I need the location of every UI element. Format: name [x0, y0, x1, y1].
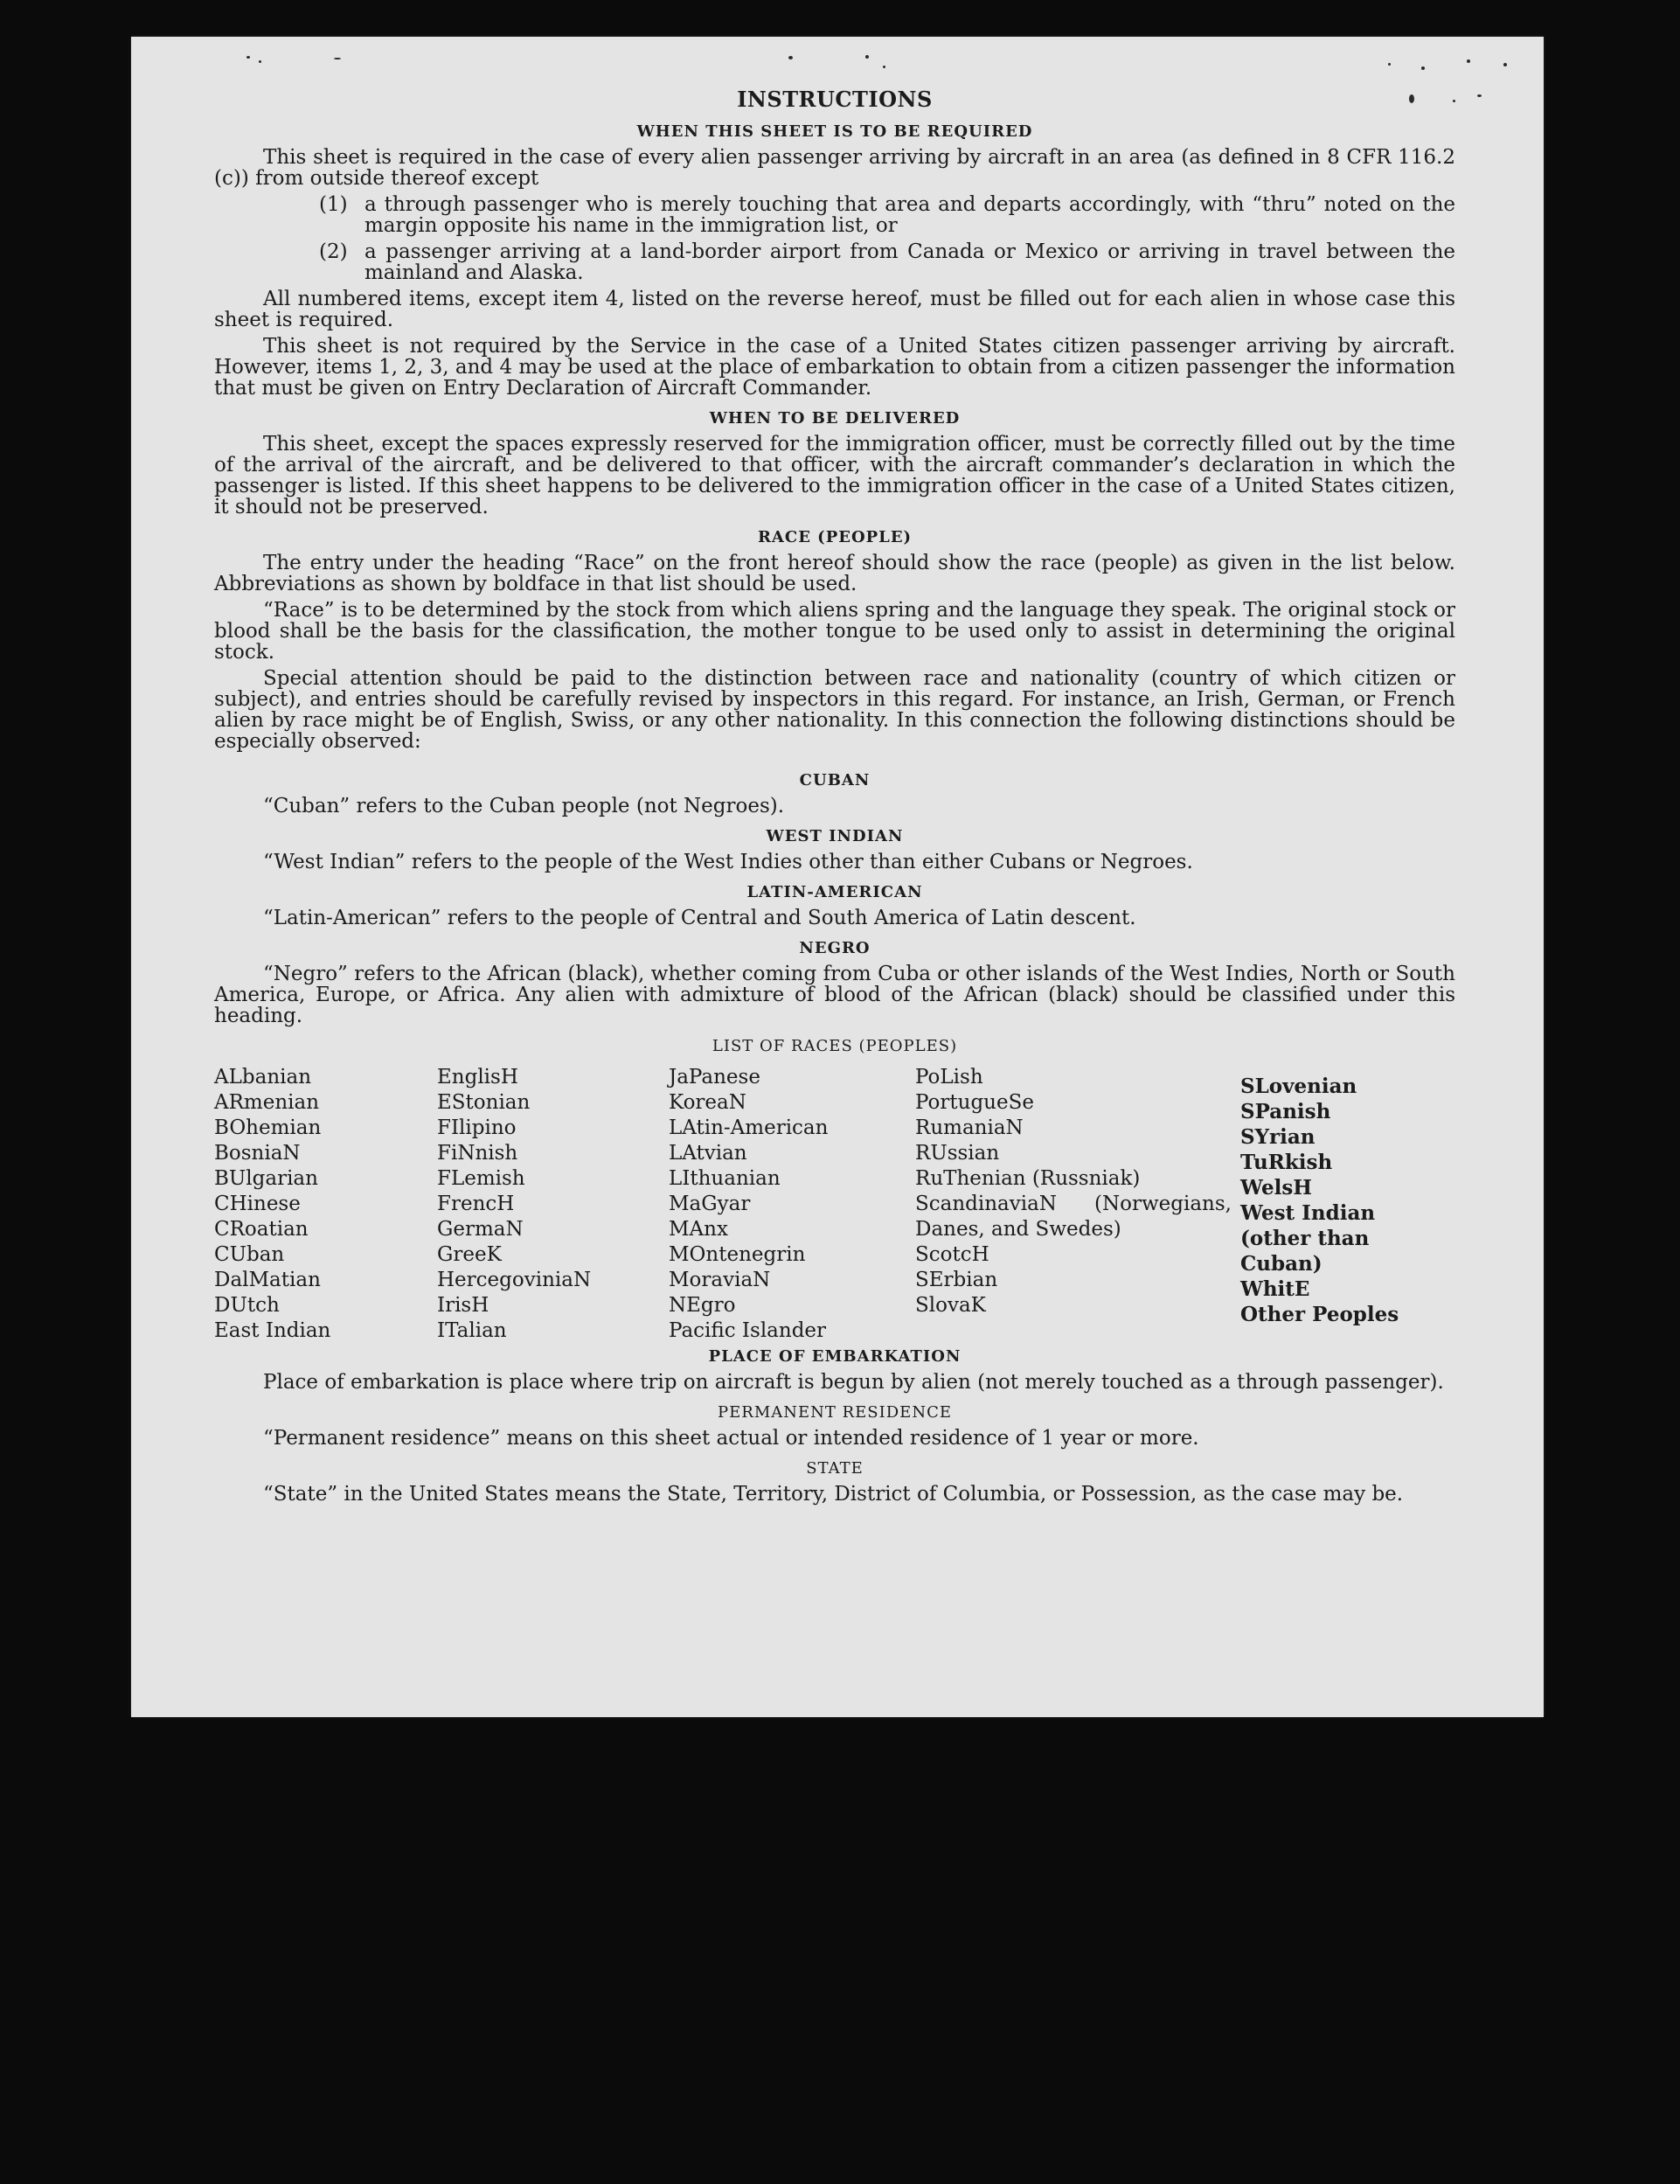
race-entry: TuRkish — [1240, 1151, 1333, 1174]
race-entry: CRoatian — [214, 1218, 309, 1241]
race-paragraph-1: The entry under the heading “Race” on the front hereof should show the race (people) as given in the list below. Abbreviations as shown by boldface in that list should be used. — [214, 552, 1455, 595]
heading-state: STATE — [806, 1459, 864, 1478]
race-entry: DalMatian — [214, 1269, 321, 1291]
races-column-1 — [214, 1065, 437, 1344]
exception-item-number: (2) — [319, 240, 348, 263]
race-entry: FIlipino — [437, 1116, 517, 1139]
heading-when-delivered: WHEN TO BE DELIVERED — [709, 409, 961, 428]
race-entry: FiNnish — [437, 1142, 518, 1165]
race-entry: Pacific Islander — [669, 1319, 827, 1342]
race-entry: SErbian — [915, 1269, 998, 1291]
race-entry: JaPanese — [669, 1066, 760, 1089]
instructions-content — [214, 87, 1455, 1510]
heading-race: RACE (PEOPLE) — [757, 528, 913, 546]
race-entry: ITalian — [437, 1319, 507, 1342]
race-entry: PoLish — [915, 1066, 983, 1089]
latin-american-text: “Latin-American” refers to the people of Central and South America of Latin descent. — [263, 907, 1136, 929]
race-entry: MaGyar — [669, 1193, 751, 1215]
race-entry: ALbanian — [214, 1066, 312, 1089]
race-entry: ScandinaviaN (Norwegians, Danes, and Swedes) — [915, 1193, 1232, 1241]
race-entry: BUlgarian — [214, 1167, 318, 1190]
state-text: “State” in the United States means the State, Territory, District of Columbia, or Possession, as the case may be. — [263, 1483, 1404, 1506]
race-entry: KoreaN — [669, 1091, 746, 1114]
race-entry: RuThenian (Russniak) — [915, 1167, 1141, 1190]
race-entry: BosniaN — [214, 1142, 301, 1165]
race-entry: Other Peoples — [1240, 1303, 1399, 1326]
race-entry: SlovaK — [915, 1294, 986, 1317]
embarkation-text: Place of embarkation is place where trip on aircraft is begun by alien (not merely touched as a through passenger). — [263, 1371, 1444, 1394]
exception-item-2 — [319, 241, 1455, 283]
exception-item-text: a passenger arriving at a land-border airport from Canada or Mexico or arriving in travel between the mainland and Alaska. — [364, 240, 1455, 284]
when-required-intro: This sheet is required in the case of every alien passenger arriving by aircraft in an area (as defined in 8 CFR 116.2 (c)) from outside thereof except — [214, 146, 1455, 190]
race-entry: RumaniaN — [915, 1116, 1024, 1139]
heading-negro: NEGRO — [799, 939, 871, 957]
exception-item-text: a through passenger who is merely touching that area and departs accordingly, with “thru” noted on the margin opposite his name in the immigration list, or — [364, 193, 1455, 237]
race-paragraph-2: “Race” is to be determined by the stock from which aliens spring and the language they speak. The original stock or blood shall be the basis for the classification, the mother tongue to be used only to assist in determining the original stock. — [214, 599, 1455, 664]
document-sheet — [131, 37, 1544, 1717]
race-paragraph-3: Special attention should be paid to the distinction between race and nationality (country of which citizen or subject), and entries should be carefully revised by inspectors in this regard. For instance, an Irish, German, or French alien by race might be of English, Swiss, or any other nationality. In this connection the following distinctions should be especially observed: — [214, 667, 1455, 753]
race-entry: WelsH — [1240, 1176, 1313, 1200]
race-entry: PortugueSe — [915, 1091, 1034, 1114]
race-entry: West Indian (other than Cuban) — [1240, 1201, 1376, 1276]
race-entry: SYrian — [1240, 1125, 1316, 1149]
heading-permanent-residence: PERMANENT RESIDENCE — [718, 1403, 952, 1422]
cuban-text: “Cuban” refers to the Cuban people (not Negroes). — [263, 795, 785, 817]
race-entry: SLovenian — [1240, 1075, 1357, 1098]
race-entry: ARmenian — [214, 1091, 320, 1114]
race-entry: HercegoviniaN — [437, 1269, 592, 1291]
exception-item-1 — [319, 194, 1455, 236]
heading-embarkation: PLACE OF EMBARKATION — [708, 1347, 961, 1366]
race-entry: EnglisH — [437, 1066, 518, 1089]
race-entry: LAtvian — [669, 1142, 747, 1165]
races-column-5 — [1240, 1065, 1450, 1344]
race-entry: RUssian — [915, 1142, 1000, 1165]
heading-list-of-races: LIST OF RACES (PEOPLES) — [712, 1037, 958, 1055]
race-entry: WhitE — [1240, 1277, 1310, 1301]
race-entry: BOhemian — [214, 1116, 322, 1139]
page-title: INSTRUCTIONS — [737, 87, 933, 112]
heading-cuban: CUBAN — [799, 771, 871, 789]
race-entry: MOntenegrin — [669, 1243, 806, 1266]
race-entry: DUtch — [214, 1294, 280, 1317]
when-delivered-text: This sheet, except the spaces expressly reserved for the immigration officer, must be correctly filled out by the time of the arrival of the aircraft, and be delivered to that officer, with the aircraft commander’s declaration in which the passenger is listed. If this sheet happens to be delivered to the immigration officer in the case of a United States citizen, it should not be preserved. — [214, 433, 1455, 518]
exception-item-number: (1) — [319, 193, 348, 216]
heading-latin-american: LATIN-AMERICAN — [746, 883, 923, 901]
race-entry: GermaN — [437, 1218, 524, 1241]
negro-text: “Negro” refers to the African (black), whether coming from Cuba or other islands of the West Indies, North or South America, Europe, or Africa. Any alien with admixture of blood of the African (black) should be classified under this heading. — [214, 963, 1455, 1027]
citizen-paragraph: This sheet is not required by the Service in the case of a United States citizen passenger arriving by aircraft. However, items 1, 2, 3, and 4 may be used at the place of embarkation to obtain from a citizen passenger the information that must be given on Entry Declaration of Aircraft Commander. — [214, 335, 1455, 400]
race-entry: IrisH — [437, 1294, 489, 1317]
races-column-3 — [669, 1065, 915, 1344]
race-entry: SPanish — [1240, 1100, 1331, 1123]
race-entry: GreeK — [437, 1243, 502, 1266]
race-entry: CUban — [214, 1243, 285, 1266]
heading-west-indian: WEST INDIAN — [766, 827, 904, 845]
race-entry: LAtin-American — [669, 1116, 829, 1139]
residence-text: “Permanent residence” means on this sheet actual or intended residence of 1 year or more. — [263, 1427, 1199, 1450]
race-entry: LIthuanian — [669, 1167, 781, 1190]
west-indian-text: “West Indian” refers to the people of the West Indies other than either Cubans or Negroes. — [263, 851, 1193, 873]
race-entry: ScotcH — [915, 1243, 989, 1266]
race-entry: EStonian — [437, 1091, 531, 1114]
races-column-2 — [437, 1065, 669, 1344]
race-entry: MAnx — [669, 1218, 728, 1241]
races-list — [214, 1065, 1455, 1344]
race-entry: CHinese — [214, 1193, 301, 1215]
race-entry: FrencH — [437, 1193, 515, 1215]
numbered-items-paragraph: All numbered items, except item 4, listed on the reverse hereof, must be filled out for each alien in whose case this sheet is required. — [214, 288, 1455, 331]
race-entry: East Indian — [214, 1319, 331, 1342]
race-entry: FLemish — [437, 1167, 525, 1190]
race-entry: MoraviaN — [669, 1269, 771, 1291]
races-column-4 — [915, 1065, 1240, 1344]
race-entry: NEgro — [669, 1294, 736, 1317]
heading-when-required: WHEN THIS SHEET IS TO BE REQUIRED — [636, 122, 1033, 141]
